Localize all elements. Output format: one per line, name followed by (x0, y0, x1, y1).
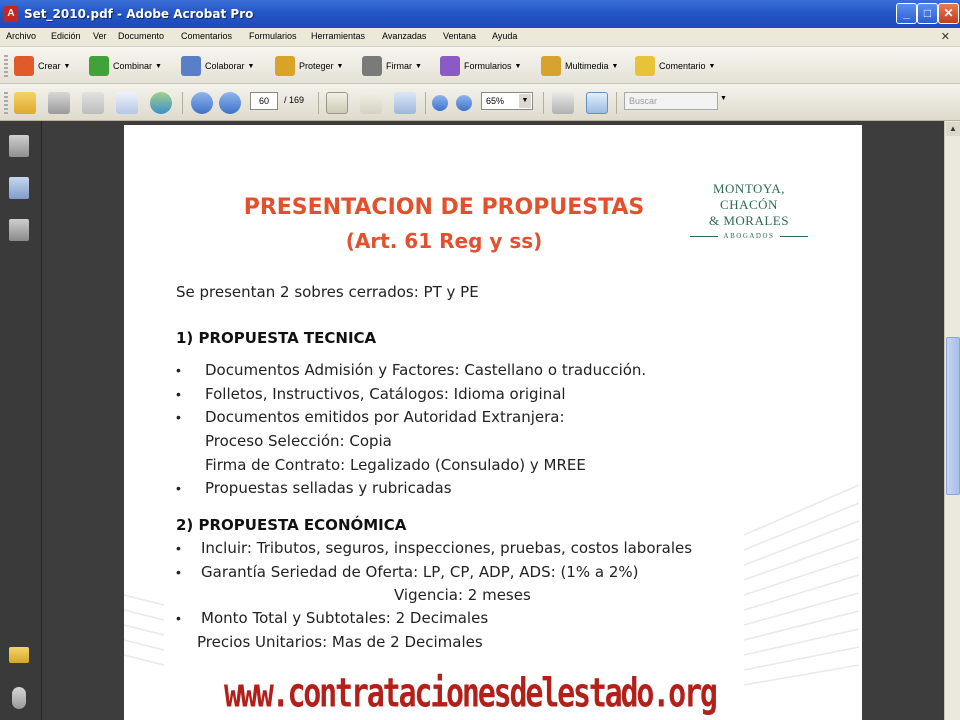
bullet-marker: • (176, 564, 181, 580)
menu-herramientas[interactable]: Herramientas (311, 31, 366, 41)
toolbar-separator (543, 92, 544, 114)
section2-heading: 2) PROPUESTA ECONÓMICA (176, 516, 407, 534)
section1-item4: Propuestas selladas y rubricadas (205, 479, 452, 497)
select-cursor-icon[interactable] (326, 92, 348, 114)
footer-url: www.contratacionesdelestado.org (224, 670, 716, 718)
full-screen-icon[interactable] (586, 92, 608, 114)
search-input[interactable]: Buscar (624, 92, 718, 110)
firm-logo (684, 181, 814, 240)
comments-panel-icon[interactable] (9, 647, 29, 663)
menu-avanzadas[interactable]: Avanzadas (382, 31, 427, 41)
crear-button[interactable]: Crear ▼ (14, 54, 70, 78)
comentario-label: Comentario (659, 61, 706, 71)
proteger-label: Proteger (299, 61, 334, 71)
bullet-marker: • (176, 480, 181, 496)
maximize-button[interactable]: □ (917, 3, 938, 24)
page-count: / 169 (284, 95, 305, 105)
toolbar-separator (318, 92, 319, 114)
toolbar-separator (425, 92, 426, 114)
menu-comentarios[interactable]: Comentarios (181, 31, 233, 41)
intro-text: Se presentan 2 sobres cerrados: PT y PE (176, 283, 479, 301)
menu-ventana[interactable]: Ventana (443, 31, 477, 41)
previous-page-icon[interactable] (191, 92, 213, 114)
section2-subitem1: Vigencia: 2 meses (394, 586, 531, 604)
chevron-down-icon[interactable]: ▼ (519, 94, 531, 108)
title-bar (0, 0, 960, 28)
colaborar-label: Colaborar (205, 61, 245, 71)
multimedia-label: Multimedia (565, 61, 609, 71)
scrollbar-thumb[interactable] (946, 337, 960, 495)
toolbar-separator (616, 92, 617, 114)
document-close-icon[interactable]: ✕ (940, 31, 950, 43)
slide-title-line2: (Art. 61 Reg y ss) (345, 229, 543, 253)
pages-panel-icon[interactable] (9, 135, 29, 157)
colaborar-button[interactable]: Colaborar ▼ (181, 54, 254, 78)
section1-subitem2: Firma de Contrato: Legalizado (Consulado) y MREE (205, 456, 586, 474)
bookmarks-panel-icon[interactable] (9, 177, 29, 199)
bullet-marker: • (176, 409, 181, 425)
menu-bar (0, 28, 960, 47)
menu-ayuda[interactable]: Ayuda (492, 31, 518, 41)
window-title: Set_2010.pdf - Adobe Acrobat Pro (24, 7, 254, 21)
bullet-marker: • (176, 610, 181, 626)
pen-icon (362, 56, 382, 76)
toolbar-separator (182, 92, 183, 114)
combinar-button[interactable]: Combinar ▼ (89, 54, 162, 78)
toolbar-grip[interactable] (4, 55, 8, 77)
next-page-icon[interactable] (219, 92, 241, 114)
menu-archivo[interactable]: Archivo (6, 31, 37, 41)
search-dropdown-icon[interactable]: ▼ (720, 95, 727, 102)
section1-item3: Documentos emitidos por Autoridad Extranjera: (205, 408, 565, 426)
print-icon[interactable] (48, 92, 70, 114)
menu-ver[interactable]: Ver (93, 31, 107, 41)
tasks-toolbar (0, 47, 960, 84)
logo-line3: ABOGADOS (684, 232, 814, 240)
formularios-button[interactable]: Formularios ▼ (440, 54, 521, 78)
combine-files-icon (89, 56, 109, 76)
section1-item2: Folletos, Instructivos, Catálogos: Idioma original (205, 385, 566, 403)
section2-item3: Monto Total y Subtotales: 2 Decimales (201, 609, 489, 627)
lock-icon (275, 56, 295, 76)
comment-icon (635, 56, 655, 76)
menu-edicion[interactable]: Edición (51, 31, 81, 41)
open-folder-icon[interactable] (14, 92, 36, 114)
bullet-marker: • (176, 540, 181, 556)
collaborate-icon (181, 56, 201, 76)
forms-icon (440, 56, 460, 76)
web-icon[interactable] (150, 92, 172, 114)
vertical-scrollbar[interactable] (944, 121, 960, 720)
multimedia-button[interactable]: Multimedia ▼ (541, 54, 618, 78)
hand-tool-icon[interactable] (360, 92, 382, 114)
firmar-label: Firmar (386, 61, 412, 71)
combinar-label: Combinar (113, 61, 153, 71)
create-pdf-icon (14, 56, 34, 76)
minimize-button[interactable]: _ (896, 3, 917, 24)
page-number-input[interactable]: 60 (250, 92, 278, 110)
zoom-select[interactable] (481, 92, 533, 110)
bullet-marker: • (176, 362, 181, 378)
email-icon[interactable] (116, 92, 138, 114)
proteger-button[interactable]: Proteger ▼ (275, 54, 343, 78)
navigation-pane (0, 121, 42, 720)
logo-line2: & MORALES (709, 213, 789, 228)
close-button[interactable]: ✕ (938, 3, 959, 24)
fit-page-icon[interactable] (552, 92, 574, 114)
section1-subitem1: Proceso Selección: Copia (205, 432, 392, 450)
formularios-label: Formularios (464, 61, 512, 71)
logo-line1: MONTOYA, CHACÓN (712, 181, 785, 212)
comentario-button[interactable]: Comentario ▼ (635, 54, 715, 78)
menu-documento[interactable]: Documento (118, 31, 165, 41)
multimedia-icon (541, 56, 561, 76)
zoom-in-icon[interactable] (456, 95, 472, 111)
menu-formularios[interactable]: Formularios (249, 31, 297, 41)
attachments-paperclip-icon[interactable] (12, 687, 26, 709)
file-toolbar (0, 84, 960, 121)
save-icon[interactable] (82, 92, 104, 114)
pdf-page (124, 125, 862, 720)
crear-label: Crear (38, 61, 61, 71)
slide-title-line1: PRESENTACION DE PROPUESTAS (243, 195, 645, 220)
section2-item1: Incluir: Tributos, seguros, inspecciones, pruebas, costos laborales (201, 539, 693, 557)
section2-item2: Garantía Seriedad de Oferta: LP, CP, ADP, ADS: (1% a 2%) (201, 563, 639, 581)
acrobat-app-icon[interactable]: A (4, 6, 18, 22)
section1-heading: 1) PROPUESTA TECNICA (176, 329, 377, 347)
signatures-panel-icon[interactable] (9, 219, 29, 241)
firmar-button[interactable]: Firmar ▼ (362, 54, 422, 78)
section1-item1: Documentos Admisión y Factores: Castellano o traducción. (205, 361, 647, 379)
zoom-value: 65% (486, 96, 505, 106)
section2-subitem2: Precios Unitarios: Mas de 2 Decimales (197, 633, 483, 651)
toolbar-grip-2[interactable] (4, 92, 8, 114)
zoom-tool-icon[interactable] (394, 92, 416, 114)
bullet-marker: • (176, 386, 181, 402)
zoom-out-icon[interactable] (432, 95, 448, 111)
scroll-up-icon[interactable]: ▲ (946, 122, 960, 136)
